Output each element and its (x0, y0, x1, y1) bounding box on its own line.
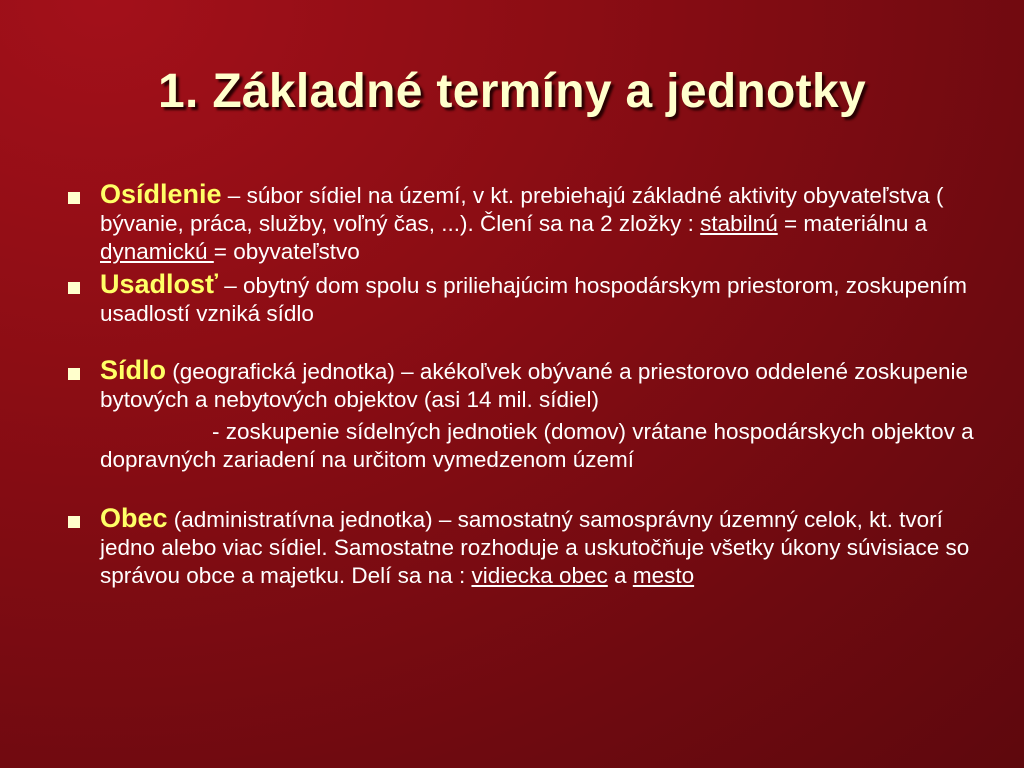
bullet-item-osidlenie (68, 180, 978, 266)
slide-title: 1. Základné termíny a jednotky (158, 65, 866, 118)
slide-content (68, 180, 978, 590)
item-continuation-text: - zoskupenie sídelných jednotiek (domov) vrátane hospodárskych objektov a dopravných zariadení na určitom vymedzenom území (100, 419, 974, 472)
bullet-item-obec (68, 504, 978, 590)
item-text: = obyvateľstvo (213, 239, 360, 264)
spacer (68, 328, 978, 356)
item-text: a (607, 563, 633, 588)
bullet-item-usadlost (68, 270, 978, 328)
link-vidiecka-obec[interactable]: vidiecka obec (471, 563, 608, 588)
link-dynamicku[interactable]: dynamickú (100, 239, 214, 264)
item-text: – obytný dom spolu s priliehajúcim hospodárskym priestorom, zoskupením usadlostí vzniká sídlo (100, 273, 968, 326)
square-bullet-icon (68, 516, 80, 528)
square-bullet-icon (68, 282, 80, 294)
item-text: (geografická jednotka) – akékoľvek obývané a priestorovo oddelené zoskupenie bytových a nebytových objektov (asi 14 mil. sídiel) (100, 359, 969, 412)
term-osidlenie: Osídlenie (100, 179, 222, 209)
bullet-item-sidlo-continuation (68, 418, 978, 474)
item-text: (administratívna jednotka) – samostatný samosprávny územný celok, kt. tvorí jedno alebo viac sídiel. Samostatne rozhoduje a uskutočňuje všetky úkony súvisiace so správou obce a majetku. Delí sa na : (100, 507, 970, 588)
item-text: = materiálnu a (777, 211, 928, 236)
spacer (68, 474, 978, 504)
bullet-item-sidlo (68, 356, 978, 414)
link-stabilnu[interactable]: stabilnú (700, 211, 778, 236)
term-sidlo: Sídlo (100, 355, 166, 385)
term-usadlost: Usadlosť (100, 269, 218, 299)
term-obec: Obec (100, 503, 168, 533)
item-text: – súbor sídiel na území, v kt. prebiehajú základné aktivity obyvateľstva ( bývanie, práca, služby, voľný čas, ...). Člení sa na 2 zložky : (100, 183, 944, 236)
square-bullet-icon (68, 192, 80, 204)
square-bullet-icon (68, 368, 80, 380)
link-mesto[interactable]: mesto (632, 563, 695, 588)
